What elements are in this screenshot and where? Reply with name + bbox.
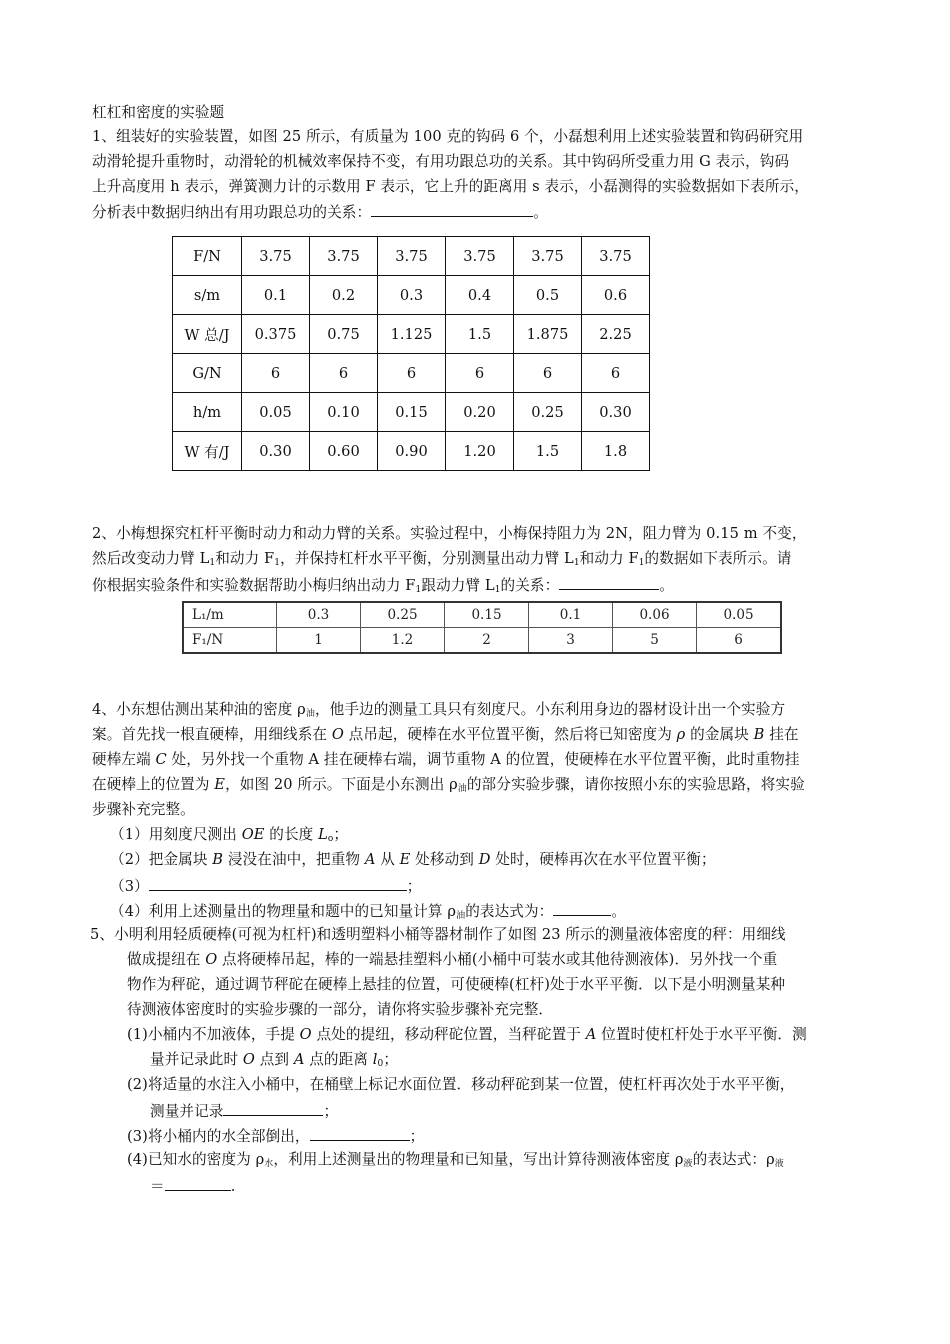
table1-cell: 6: [514, 354, 582, 393]
q5-line-4: 待测液体密度时的实验步骤的一部分，请你将实验步骤补充完整．: [127, 1001, 554, 1018]
table1-row-label: W 总/J: [173, 315, 242, 354]
q1-line-4: 分析表中数据归纳出有用功跟总功的关系： 。: [92, 201, 548, 223]
table1-cell: 6: [446, 354, 514, 393]
table1-cell: 0.375: [242, 315, 310, 354]
q5-step-2-line-1: (2)将适量的水注入小桶中，在桶壁上标记水面位置．移动秤砣到某一位置，使杠杆再次处于水平平衡，: [127, 1076, 795, 1093]
table2-cell: 1.2: [361, 628, 445, 654]
q4-line-1: 4、小东想估测出某种油的密度 $\rho_油$，他手边的测量工具只有刻度尺。小东利用身边的器材设计出一个实验方: [92, 701, 786, 719]
table2-cell: 3: [529, 628, 613, 654]
table1-cell: 0.90: [378, 432, 446, 471]
table2-cell: 0.05: [697, 602, 782, 628]
table2-cell: 5: [613, 628, 697, 654]
q1-answer-blank[interactable]: [371, 201, 533, 217]
table1-cell: 0.05: [242, 393, 310, 432]
q5-step-3: (3)将小桶内的水全部倒出， ；: [127, 1125, 424, 1147]
q1-data-table: [172, 236, 650, 471]
table1-cell: 3.75: [582, 237, 650, 276]
table1-cell: 0.15: [378, 393, 446, 432]
table1-row: [173, 432, 650, 471]
q4-line-2: 案。首先找一根直硬棒，用细线系在 O 点吊起，硬棒在水平位置平衡，然后将已知密度为 ρ 的金属块 B 挂在: [92, 726, 799, 743]
table1-row: [173, 276, 650, 315]
q2-line-3: 你根据实验条件和实验数据帮助小梅归纳出动力 $F_1$跟动力臂 $L_1$的关系： 。: [92, 574, 674, 600]
table1-cell: 1.8: [582, 432, 650, 471]
table1-row-label: F/N: [173, 237, 242, 276]
table1-cell: 0.5: [514, 276, 582, 315]
table2-row: [183, 602, 781, 628]
q4-step3-blank[interactable]: [149, 875, 407, 891]
table1-cell: 1.5: [446, 315, 514, 354]
table2-row-label: F₁/N: [183, 628, 277, 654]
q4-step-3: （3） ；: [110, 875, 421, 897]
table1-cell: 0.3: [378, 276, 446, 315]
table1-row: [173, 237, 650, 276]
q4-step4-blank[interactable]: [553, 900, 611, 916]
table2-cell: 0.25: [361, 602, 445, 628]
q2-line-1: 2、小梅想探究杠杆平衡时动力和动力臂的关系。实验过程中，小梅保持阻力为 2N，阻力臂为 0.15 m 不变，: [92, 525, 807, 542]
table1-cell: 0.30: [242, 432, 310, 471]
table1-row: [173, 393, 650, 432]
q1-line-3: 上升高度用 h 表示，弹簧测力计的示数用 F 表示，它上升的距离用 s 表示，小磊测得的实验数据如下表所示，: [92, 178, 809, 195]
q2-answer-blank[interactable]: [559, 574, 659, 590]
q2-line-2: 然后改变动力臂 $L_1$和动力 $F_1$，并保持杠杆水平平衡，分别测量出动力臂 $L_1$和动力 $F_1$的数据如下表所示。请: [92, 550, 792, 568]
q4-step-4: （4）利用上述测量出的物理量和题中的已知量计算 $\rho_油$的表达式为： 。: [110, 900, 626, 926]
q5-step-2-line-2: 测量并记录 ；: [150, 1100, 338, 1122]
table1-cell: 3.75: [446, 237, 514, 276]
table1-cell: 0.20: [446, 393, 514, 432]
table1-cell: 3.75: [514, 237, 582, 276]
table1-cell: 0.30: [582, 393, 650, 432]
table2-cell: 0.06: [613, 602, 697, 628]
table1-row-label: G/N: [173, 354, 242, 393]
q5-step2-blank[interactable]: [223, 1100, 323, 1116]
q5-step3-blank[interactable]: [310, 1125, 410, 1141]
table2-row-label: L₁/m: [183, 602, 277, 628]
table2-cell: 6: [697, 628, 782, 654]
q5-line-3: 物作为秤砣，通过调节秤砣在硬棒上悬挂的位置，可使硬棒(杠杆)处于水平平衡．以下是小明测量某种: [127, 976, 786, 993]
table1-row-label: s/m: [173, 276, 242, 315]
table1-cell: 3.75: [242, 237, 310, 276]
table1-cell: 0.4: [446, 276, 514, 315]
table2-cell: 0.1: [529, 602, 613, 628]
table1-cell: 0.10: [310, 393, 378, 432]
q1-line-1: 1、组装好的实验装置，如图 25 所示，有质量为 100 克的钩码 6 个，小磊想利用上述实验装置和钩码研究用: [92, 128, 804, 145]
table1-cell: 6: [582, 354, 650, 393]
table1-cell: 1.875: [514, 315, 582, 354]
q5-step-4-line-1: (4)已知水的密度为 $\rho_水$，利用上述测量出的物理量和已知量，写出计算待测液体密度 $\rho_液$的表达式：$\rho_液$: [127, 1151, 784, 1169]
q5-step4-blank[interactable]: [165, 1175, 231, 1191]
table1-cell: 0.6: [582, 276, 650, 315]
table2-cell: 2: [445, 628, 529, 654]
q4-step-1: （1）用刻度尺测出 OE 的长度 $L_o$；: [110, 826, 349, 844]
q1-line-2: 动滑轮提升重物时，动滑轮的机械效率保持不变，有用功跟总功的关系。其中钩码所受重力用 G 表示，钩码: [92, 153, 790, 170]
table1-cell: 3.75: [310, 237, 378, 276]
table1-cell: 1.5: [514, 432, 582, 471]
table2-row: [183, 628, 781, 654]
q5-line-1: 5、小明利用轻质硬棒(可视为杠杆)和透明塑料小桶等器材制作了如图 23 所示的测量液体密度的秤：用细线: [90, 926, 786, 943]
q5-step-1-line-2: 量并记录此时 O 点到 A 点的距离 $l_0$；: [150, 1051, 399, 1069]
table1-row-label: h/m: [173, 393, 242, 432]
table1-cell: 6: [310, 354, 378, 393]
table1-cell: 0.25: [514, 393, 582, 432]
doc-title: 杠杠和密度的实验题: [92, 104, 225, 121]
q5-step-1-line-1: (1)小桶内不加液体，手提 O 点处的提纽，移动秤砣位置，当秤砣置于 A 位置时使杠杆处于水平平衡．测: [127, 1026, 807, 1043]
table1-row-label: W 有/J: [173, 432, 242, 471]
q4-line-3: 硬棒左端 C 处，另外找一个重物 A 挂在硬棒右端，调节重物 A 的位置，使硬棒在水平位置平衡，此时重物挂: [92, 751, 800, 768]
table1-cell: 0.60: [310, 432, 378, 471]
q4-line-4: 在硬棒上的位置为 E，如图 20 所示。下面是小东测出 $\rho_油$的部分实验步骤，请你按照小东的实验思路，将实验: [92, 776, 805, 794]
table1-row: [173, 354, 650, 393]
table1-cell: 0.1: [242, 276, 310, 315]
table1-cell: 1.125: [378, 315, 446, 354]
q4-step-2: （2）把金属块 B 浸没在油中，把重物 A 从 E 处移动到 D 处时，硬棒再次在水平位置平衡；: [110, 851, 716, 868]
table2-cell: 0.15: [445, 602, 529, 628]
table1-row: [173, 315, 650, 354]
table1-cell: 3.75: [378, 237, 446, 276]
q2-data-table: [182, 601, 782, 654]
table2-cell: 0.3: [277, 602, 361, 628]
table1-cell: 0.75: [310, 315, 378, 354]
q5-step-4-line-2: ＝ .: [150, 1175, 235, 1197]
table1-cell: 1.20: [446, 432, 514, 471]
q5-line-2: 做成提纽在 O 点将硬棒吊起，棒的一端悬挂塑料小桶(小桶中可装水或其他待测液体)．另外找一个重: [127, 951, 778, 968]
table1-cell: 6: [242, 354, 310, 393]
q4-line-5: 步骤补充完整。: [92, 801, 195, 818]
table1-cell: 6: [378, 354, 446, 393]
table1-cell: 2.25: [582, 315, 650, 354]
table1-cell: 0.2: [310, 276, 378, 315]
table2-cell: 1: [277, 628, 361, 654]
